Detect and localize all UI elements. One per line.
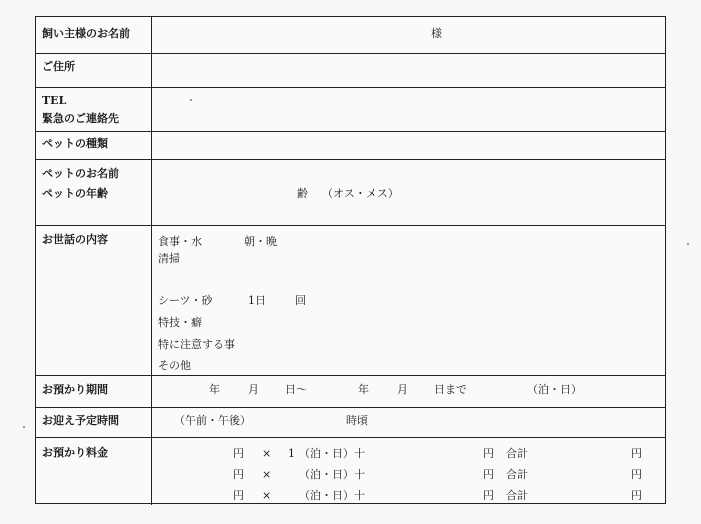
period-month-2: 月 <box>397 383 408 396</box>
period-day-from: 日～ <box>285 383 307 396</box>
row-address <box>36 54 665 88</box>
pet-sex-choice[interactable]: （オス・メス） <box>322 187 399 200</box>
address-field[interactable] <box>152 54 665 87</box>
owner-name-field[interactable] <box>152 17 665 53</box>
fee-row-total: 合計 <box>506 489 528 502</box>
period-day-to: 日まで <box>434 383 467 396</box>
fee-row-yen: 円 <box>233 468 244 481</box>
care-notes: 特に注意する事 <box>158 338 235 351</box>
fee-row-yen-2: 円 <box>483 489 494 502</box>
fee-row-times: × <box>262 489 272 502</box>
contact-label-cell <box>36 88 152 131</box>
pet-type-field[interactable] <box>152 132 665 159</box>
pet-info-label-cell <box>36 160 152 225</box>
pet-name-label: ペットのお名前 <box>42 167 119 180</box>
pet-type-label-cell <box>36 132 152 159</box>
care-sheets: シーツ・砂 <box>158 294 213 307</box>
period-nights-choice[interactable]: （泊・日） <box>527 383 582 396</box>
fee-row-yen: 円 <box>233 489 244 502</box>
care-other: その他 <box>158 359 191 372</box>
care-skills: 特技・癖 <box>158 316 202 329</box>
row-pickup <box>36 408 665 438</box>
fee-row-yen: 円 <box>233 447 244 460</box>
row-care <box>36 226 665 376</box>
period-year: 年 <box>209 383 220 396</box>
fee-row-times: × <box>262 447 272 460</box>
tel-label: TEL <box>42 94 67 107</box>
row-pet-info <box>36 160 665 226</box>
fee-row-nights[interactable]: （泊・日）十 <box>299 489 365 502</box>
fee-row-yen-2: 円 <box>483 468 494 481</box>
pet-care-form <box>35 16 666 504</box>
owner-name-suffix: 様 <box>431 27 442 40</box>
address-label-cell <box>36 54 152 87</box>
fee-row-yen-2: 円 <box>483 447 494 460</box>
fee-row-yen-3: 円 <box>631 468 642 481</box>
row-contact <box>36 88 665 132</box>
fee-label: お預かり料金 <box>42 446 108 459</box>
care-food: 食事・水 <box>158 235 202 248</box>
care-sheets-daily: 1日 <box>248 294 266 307</box>
pickup-label: お迎え予定時間 <box>42 414 119 427</box>
scan-speck <box>23 426 25 428</box>
fee-row-total: 合計 <box>506 447 528 460</box>
pickup-label-cell <box>36 408 152 437</box>
period-month: 月 <box>248 383 259 396</box>
fee-row-count: 1 <box>288 447 295 460</box>
fee-row-yen-3: 円 <box>631 489 642 502</box>
care-cleaning: 清掃 <box>158 252 180 265</box>
pet-age-label: ペットの年齢 <box>42 187 108 200</box>
care-food-times[interactable]: 朝・晩 <box>244 235 277 248</box>
fee-row-nights[interactable]: （泊・日）十 <box>299 468 365 481</box>
pet-type-label: ペットの種類 <box>42 137 108 150</box>
fee-row-yen-3: 円 <box>631 447 642 460</box>
period-field[interactable] <box>152 376 665 407</box>
fee-row-times: × <box>262 468 272 481</box>
pickup-field[interactable] <box>152 408 665 437</box>
care-sheets-times: 回 <box>295 294 306 307</box>
care-label: お世話の内容 <box>42 233 108 246</box>
pet-age-unit: 齢 <box>297 187 308 200</box>
contact-field[interactable] <box>152 88 665 131</box>
scan-speck <box>687 243 689 245</box>
owner-name-label-cell <box>36 17 152 53</box>
pet-info-field[interactable] <box>152 160 665 225</box>
period-label-cell <box>36 376 152 407</box>
owner-name-label: 飼い主様のお名前 <box>42 27 130 40</box>
care-field[interactable] <box>152 226 665 375</box>
row-owner-name <box>36 17 665 54</box>
period-label: お預かり期間 <box>42 383 108 396</box>
fee-row-nights[interactable]: （泊・日）十 <box>299 447 365 460</box>
row-period <box>36 376 665 408</box>
row-fee <box>36 438 665 505</box>
fee-field[interactable] <box>152 438 665 505</box>
fee-label-cell <box>36 438 152 505</box>
scan-speck <box>190 99 192 101</box>
address-label: ご住所 <box>42 60 75 73</box>
care-label-cell <box>36 226 152 375</box>
row-pet-type <box>36 132 665 160</box>
fee-row-total: 合計 <box>506 468 528 481</box>
period-year-2: 年 <box>358 383 369 396</box>
pickup-ampm-choice[interactable]: （午前・午後） <box>174 414 251 427</box>
pickup-time: 時頃 <box>346 414 368 427</box>
emergency-contact-label: 緊急のご連絡先 <box>42 112 119 125</box>
